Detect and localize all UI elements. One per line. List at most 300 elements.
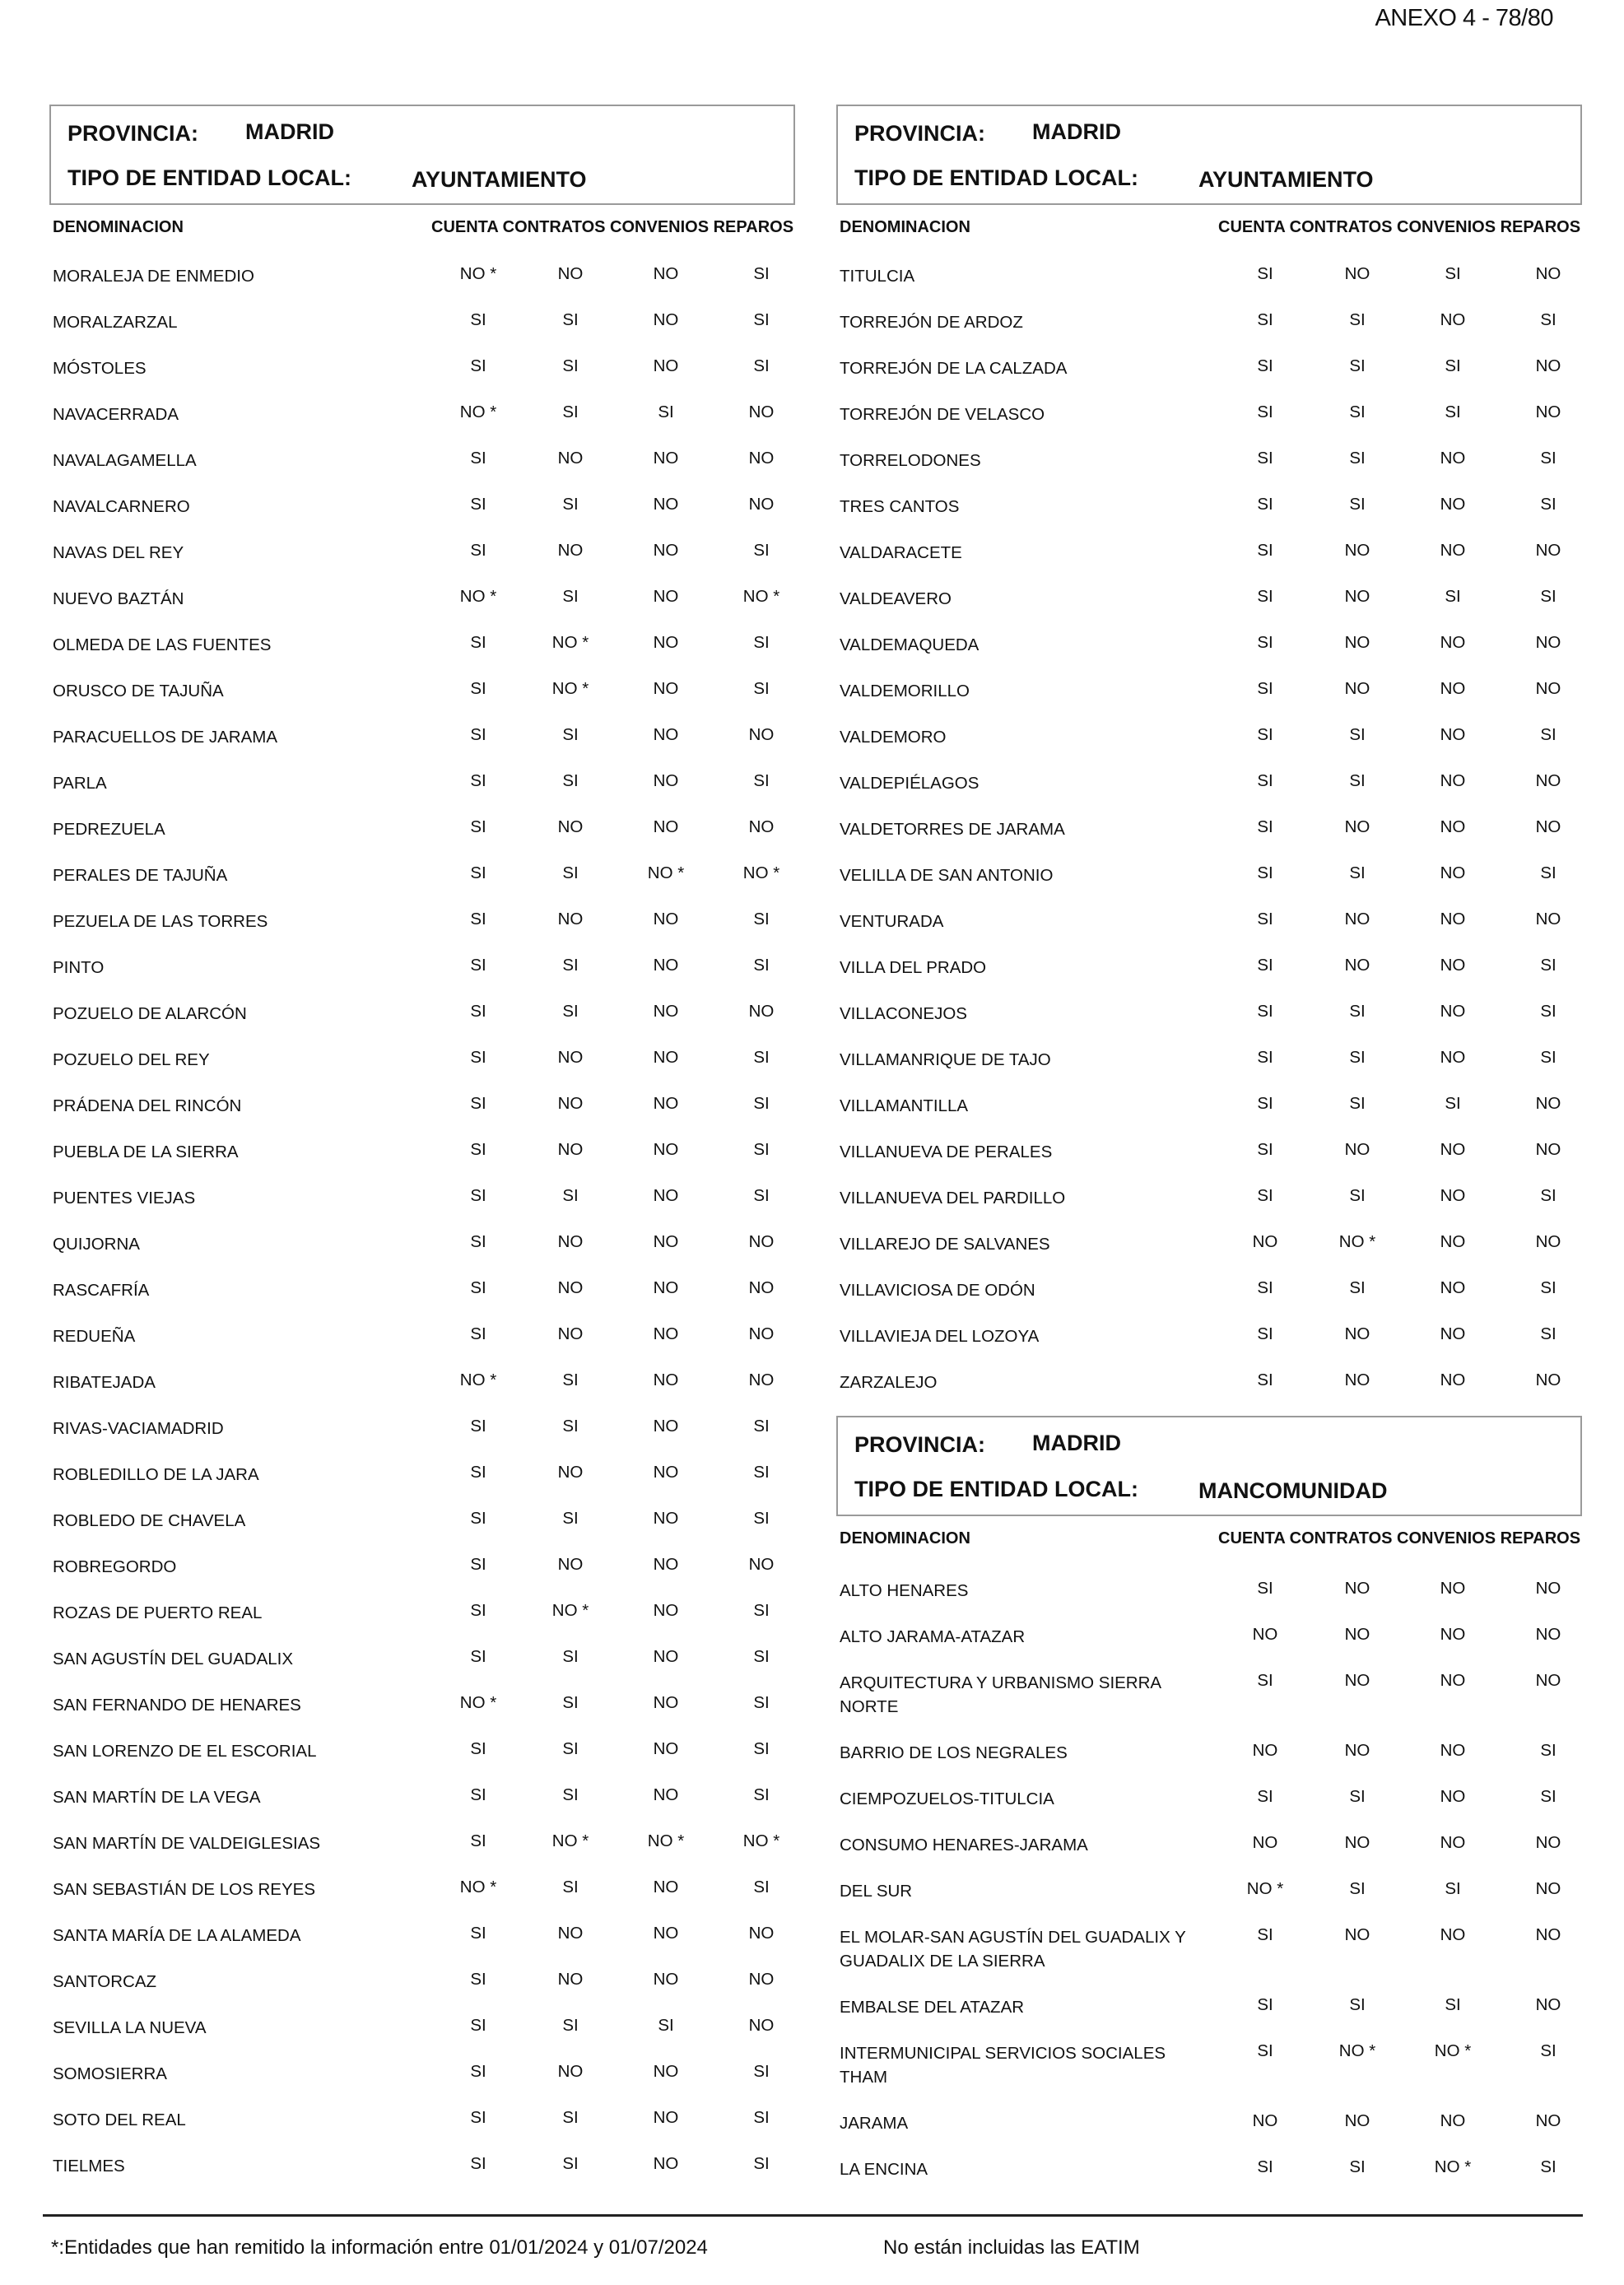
cuenta-cell: SI — [470, 817, 486, 836]
convenios-cell: NO — [1440, 1625, 1466, 1644]
contratos-cell: SI — [562, 1878, 579, 1896]
convenios-cell: NO — [653, 1186, 679, 1205]
entity-name: ROBREGORDO — [53, 1557, 177, 1576]
contratos-cell: SI — [562, 495, 579, 514]
entity-name: VALDEMAQUEDA — [840, 635, 980, 654]
cuenta-cell: SI — [1257, 1371, 1273, 1389]
contratos-cell: SI — [562, 956, 579, 975]
table-row — [840, 528, 1582, 575]
convenios-cell: NO — [1440, 863, 1466, 882]
contratos-cell: NO — [557, 264, 584, 283]
convenios-cell: NO — [653, 1048, 679, 1067]
convenios-cell: NO — [653, 495, 679, 514]
reparos-cell: NO — [1535, 679, 1561, 698]
table-row — [53, 897, 795, 943]
table-row — [53, 713, 795, 759]
table-row — [840, 482, 1582, 528]
entity-name: ROBLEDILLO DE LA JARA — [53, 1465, 259, 1484]
convenios-cell: NO — [653, 264, 679, 283]
contratos-cell: SI — [1349, 1048, 1366, 1067]
cuenta-cell: SI — [470, 1094, 486, 1113]
entity-name: PUEBLA DE LA SIERRA — [53, 1142, 239, 1161]
cuenta-cell: SI — [470, 2016, 486, 2035]
convenios-cell: NO — [653, 1371, 679, 1389]
convenios-cell: NO — [653, 633, 679, 652]
footer-divider — [43, 2214, 1583, 2217]
table-row — [840, 989, 1582, 1035]
entity-name: PRÁDENA DEL RINCÓN — [53, 1096, 242, 1115]
reparos-cell: SI — [1540, 863, 1557, 882]
entity-name: ARQUITECTURA Y URBANISMO SIERRA NORTE — [840, 1673, 1161, 1716]
entity-name: PARACUELLOS DE JARAMA — [53, 728, 278, 747]
cuenta-cell: NO — [1252, 1232, 1278, 1251]
contratos-cell: SI — [562, 1739, 579, 1758]
reparos-cell: NO — [748, 449, 775, 468]
entity-name: VILLANUEVA DEL PARDILLO — [840, 1189, 1066, 1208]
table-row — [840, 1128, 1582, 1174]
reparos-cell: NO — [1535, 1140, 1561, 1159]
reparos-cell: SI — [1540, 449, 1557, 468]
convenios-cell: SI — [658, 2016, 674, 2035]
reparos-cell: NO — [1535, 403, 1561, 421]
convenios-cell: NO — [653, 1785, 679, 1804]
cuenta-cell: SI — [1257, 264, 1273, 283]
cuenta-cell: SI — [1257, 1140, 1273, 1159]
entity-name: VALDEAVERO — [840, 589, 952, 608]
provincia-value: MADRID — [1032, 1431, 1121, 1455]
reparos-cell: NO — [1535, 817, 1561, 836]
footer-note: *:Entidades que han remitido la información entre 01/01/2024 y 01/07/2024 — [51, 2236, 708, 2259]
reparos-cell: NO — [748, 2016, 775, 2035]
reparos-cell: NO — [1535, 1094, 1561, 1113]
entity-name: SAN SEBASTIÁN DE LOS REYES — [53, 1880, 315, 1899]
reparos-cell: NO — [1535, 541, 1561, 560]
entity-name: TORREJÓN DE VELASCO — [840, 405, 1045, 424]
table-row — [53, 298, 795, 344]
reparos-cell: NO — [748, 1924, 775, 1943]
contratos-cell: SI — [562, 1693, 579, 1712]
contratos-cell: NO — [1344, 1625, 1370, 1644]
contratos-cell: SI — [1349, 1787, 1366, 1806]
cuenta-cell: NO * — [459, 264, 497, 283]
cuenta-cell: SI — [1257, 1995, 1273, 2014]
contratos-cell: NO — [1344, 1671, 1370, 1690]
table-row — [53, 1911, 795, 1957]
convenios-cell: NO — [653, 956, 679, 975]
entity-name: RIVAS-VACIAMADRID — [53, 1419, 224, 1438]
entity-name: VILLAVICIOSA DE ODÓN — [840, 1281, 1035, 1300]
reparos-cell: NO — [748, 1002, 775, 1021]
entity-name: QUIJORNA — [53, 1235, 140, 1254]
reparos-cell: SI — [753, 264, 770, 283]
table-row — [53, 943, 795, 989]
cuenta-cell: SI — [470, 1970, 486, 1989]
contratos-cell: SI — [562, 2154, 579, 2173]
entity-name: PEDREZUELA — [53, 820, 165, 839]
table-row — [840, 252, 1582, 298]
contratos-cell: NO — [1344, 1324, 1370, 1343]
convenios-cell: NO * — [1434, 2041, 1472, 2060]
entity-name: ALTO HENARES — [840, 1581, 969, 1600]
reparos-cell: SI — [753, 1509, 770, 1528]
convenios-cell: NO — [653, 1232, 679, 1251]
entity-name: NAVALCARNERO — [53, 497, 190, 516]
reparos-cell: SI — [1540, 587, 1557, 606]
convenios-cell: NO — [653, 1463, 679, 1482]
reparos-cell: SI — [753, 1186, 770, 1205]
table-row — [53, 1773, 795, 1819]
table-row — [53, 759, 795, 805]
entity-name: ALTO JARAMA-ATAZAR — [840, 1627, 1026, 1646]
contratos-cell: NO — [557, 817, 584, 836]
table-row — [53, 2142, 795, 2188]
convenios-cell: NO — [1440, 1186, 1466, 1205]
table-row — [53, 1266, 795, 1312]
convenios-cell: NO — [653, 725, 679, 744]
columns-header: CUENTA CONTRATOS CONVENIOS REPAROS — [1218, 217, 1581, 236]
entity-name: CIEMPOZUELOS-TITULCIA — [840, 1789, 1054, 1808]
entity-name: SAN AGUSTÍN DEL GUADALIX — [53, 1650, 294, 1668]
contratos-cell: SI — [562, 1186, 579, 1205]
contratos-cell: NO — [557, 1924, 584, 1943]
reparos-cell: SI — [1540, 1002, 1557, 1021]
convenios-cell: NO * — [1434, 2157, 1472, 2176]
entity-header-box — [836, 1416, 1582, 1516]
contratos-cell: NO — [1344, 633, 1370, 652]
reparos-cell: NO — [1535, 771, 1561, 790]
table-row — [53, 1082, 795, 1128]
tipo-value: AYUNTAMIENTO — [1198, 167, 1374, 192]
contratos-cell: SI — [1349, 725, 1366, 744]
entity-name: VELILLA DE SAN ANTONIO — [840, 866, 1054, 885]
cuenta-cell: SI — [1257, 2041, 1273, 2060]
denominacion-header: DENOMINACION — [840, 1529, 970, 1547]
contratos-cell: SI — [1349, 1094, 1366, 1113]
cuenta-cell: SI — [470, 725, 486, 744]
entity-name: PEZUELA DE LAS TORRES — [53, 912, 268, 931]
entity-name: VALDETORRES DE JARAMA — [840, 820, 1065, 839]
convenios-cell: NO — [1440, 1371, 1466, 1389]
convenios-cell: NO — [1440, 541, 1466, 560]
entity-name: VILLAMANRIQUE DE TAJO — [840, 1050, 1051, 1069]
convenios-cell: NO — [653, 817, 679, 836]
table-row — [840, 1821, 1582, 1867]
reparos-cell: SI — [1540, 1186, 1557, 1205]
entity-name: BARRIO DE LOS NEGRALES — [840, 1743, 1068, 1762]
table-row — [840, 1983, 1582, 2029]
convenios-cell: NO — [653, 356, 679, 375]
reparos-cell: NO — [1535, 1371, 1561, 1389]
convenios-cell: NO — [1440, 1741, 1466, 1760]
table-header — [840, 215, 1582, 240]
table-row — [53, 1035, 795, 1082]
contratos-cell: SI — [562, 1509, 579, 1528]
reparos-cell: SI — [1540, 1048, 1557, 1067]
table-row — [840, 1775, 1582, 1821]
cuenta-cell: SI — [1257, 356, 1273, 375]
table-row — [840, 1082, 1582, 1128]
table-row — [840, 1220, 1582, 1266]
contratos-cell: SI — [1349, 495, 1366, 514]
contratos-cell: SI — [1349, 1002, 1366, 1021]
reparos-cell: SI — [753, 1739, 770, 1758]
provincia-label: PROVINCIA: — [854, 121, 986, 146]
reparos-cell: NO — [1535, 264, 1561, 283]
convenios-cell: NO — [1440, 1671, 1466, 1690]
entity-name: TITULCIA — [840, 267, 915, 286]
reparos-cell: NO — [748, 495, 775, 514]
cuenta-cell: SI — [1257, 725, 1273, 744]
page-number: ANEXO 4 - 78/80 — [1375, 5, 1553, 31]
convenios-cell: SI — [1445, 403, 1461, 421]
entity-name: TORREJÓN DE LA CALZADA — [840, 359, 1068, 378]
convenios-cell: SI — [1445, 264, 1461, 283]
contratos-cell: SI — [1349, 356, 1366, 375]
table-row — [840, 943, 1582, 989]
convenios-cell: NO * — [647, 863, 685, 882]
table-row — [53, 2050, 795, 2096]
contratos-cell: NO — [1344, 1140, 1370, 1159]
convenios-cell: NO — [653, 910, 679, 928]
cuenta-cell: SI — [1257, 1002, 1273, 1021]
provincia-value: MADRID — [245, 119, 334, 144]
cuenta-cell: SI — [470, 633, 486, 652]
contratos-cell: NO — [557, 910, 584, 928]
entity-name: INTERMUNICIPAL SERVICIOS SOCIALES THAM — [840, 2044, 1166, 2087]
table-row — [53, 1635, 795, 1681]
convenios-cell: NO * — [647, 1831, 685, 1850]
entity-name: SAN MARTÍN DE LA VEGA — [53, 1788, 261, 1807]
entity-name: TIELMES — [53, 2157, 125, 2176]
table-row — [53, 805, 795, 851]
cuenta-cell: SI — [470, 679, 486, 698]
contratos-cell: SI — [562, 1371, 579, 1389]
reparos-cell: SI — [753, 1048, 770, 1067]
reparos-cell: SI — [753, 310, 770, 329]
entity-name: JARAMA — [840, 2114, 909, 2133]
convenios-cell: NO — [653, 771, 679, 790]
entity-name: VALDEPIÉLAGOS — [840, 774, 980, 793]
table-row — [53, 575, 795, 621]
table-row — [53, 1174, 795, 1220]
reparos-cell: SI — [753, 356, 770, 375]
convenios-cell: SI — [1445, 356, 1461, 375]
convenios-cell: SI — [1445, 1094, 1461, 1113]
contratos-cell: SI — [1349, 1186, 1366, 1205]
convenios-cell: NO — [653, 1970, 679, 1989]
entity-header-box — [49, 105, 795, 205]
table-row — [840, 298, 1582, 344]
entity-name: SAN FERNANDO DE HENARES — [53, 1696, 301, 1715]
cuenta-cell: SI — [470, 2154, 486, 2173]
contratos-cell: NO — [557, 1140, 584, 1159]
cuenta-cell: SI — [470, 541, 486, 560]
tipo-label: TIPO DE ENTIDAD LOCAL: — [854, 1477, 1138, 1501]
table-row — [53, 1957, 795, 2003]
cuenta-cell: SI — [470, 1785, 486, 1804]
convenios-cell: NO — [1440, 1833, 1466, 1852]
convenios-cell: NO — [1440, 1140, 1466, 1159]
cuenta-cell: SI — [470, 1232, 486, 1251]
cuenta-cell: SI — [1257, 863, 1273, 882]
contratos-cell: NO * — [1338, 2041, 1376, 2060]
contratos-cell: NO — [1344, 956, 1370, 975]
convenios-cell: NO — [1440, 1579, 1466, 1598]
reparos-cell: SI — [1540, 1278, 1557, 1297]
reparos-cell: NO — [1535, 1879, 1561, 1898]
convenios-cell: NO — [653, 1324, 679, 1343]
table-header — [840, 1526, 1582, 1551]
convenios-cell: NO — [653, 1002, 679, 1021]
table-row — [840, 1729, 1582, 1775]
convenios-cell: NO — [653, 1739, 679, 1758]
reparos-cell: SI — [1540, 956, 1557, 975]
reparos-cell: NO — [1535, 1625, 1561, 1644]
cuenta-cell: SI — [470, 1324, 486, 1343]
reparos-cell: NO — [1535, 1925, 1561, 1944]
entity-header-box — [836, 105, 1582, 205]
entity-name: VILLAVIEJA DEL LOZOYA — [840, 1327, 1040, 1346]
convenios-cell: NO — [1440, 1787, 1466, 1806]
entity-name: SANTORCAZ — [53, 1972, 157, 1991]
reparos-cell: SI — [753, 2062, 770, 2081]
convenios-cell: SI — [1445, 1995, 1461, 2014]
table-row — [840, 1174, 1582, 1220]
contratos-cell: NO — [557, 1094, 584, 1113]
cuenta-cell: SI — [1257, 679, 1273, 698]
contratos-cell: SI — [1349, 2157, 1366, 2176]
reparos-cell: NO — [1535, 633, 1561, 652]
cuenta-cell: SI — [470, 1739, 486, 1758]
contratos-cell: NO — [1344, 1579, 1370, 1598]
cuenta-cell: NO * — [459, 403, 497, 421]
convenios-cell: NO — [1440, 633, 1466, 652]
contratos-cell: NO — [557, 1278, 584, 1297]
contratos-cell: SI — [562, 310, 579, 329]
reparos-cell: SI — [753, 2108, 770, 2127]
table-row — [840, 344, 1582, 390]
cuenta-cell: NO — [1252, 2111, 1278, 2130]
entity-name: SANTA MARÍA DE LA ALAMEDA — [53, 1926, 301, 1945]
cuenta-cell: SI — [470, 1463, 486, 1482]
cuenta-cell: SI — [470, 2108, 486, 2127]
table-row — [840, 713, 1582, 759]
entity-name: SAN LORENZO DE EL ESCORIAL — [53, 1742, 317, 1761]
table-row — [840, 759, 1582, 805]
convenios-cell: NO — [1440, 449, 1466, 468]
contratos-cell: NO — [557, 1970, 584, 1989]
cuenta-cell: SI — [1257, 495, 1273, 514]
convenios-cell: NO — [1440, 910, 1466, 928]
table-row — [840, 621, 1582, 667]
convenios-cell: SI — [1445, 1879, 1461, 1898]
contratos-cell: SI — [1349, 1879, 1366, 1898]
reparos-cell: SI — [753, 633, 770, 652]
convenios-cell: NO — [1440, 725, 1466, 744]
table-row — [53, 621, 795, 667]
reparos-cell: NO — [1535, 1671, 1561, 1690]
table-row — [840, 897, 1582, 943]
contratos-cell: SI — [1349, 310, 1366, 329]
reparos-cell: NO — [1535, 356, 1561, 375]
tipo-value: AYUNTAMIENTO — [412, 167, 587, 192]
contratos-cell: NO — [557, 1463, 584, 1482]
contratos-cell: NO — [557, 541, 584, 560]
entity-name: RASCAFRÍA — [53, 1281, 150, 1300]
entity-name: NAVALAGAMELLA — [53, 451, 197, 470]
reparos-cell: NO — [1535, 1995, 1561, 2014]
convenios-cell: SI — [1445, 587, 1461, 606]
entity-name: PERALES DE TAJUÑA — [53, 866, 228, 885]
provincia-value: MADRID — [1032, 119, 1121, 144]
convenios-cell: NO — [653, 541, 679, 560]
table-row — [53, 482, 795, 528]
table-row — [840, 1266, 1582, 1312]
contratos-cell: NO — [557, 1324, 584, 1343]
cuenta-cell: NO — [1252, 1741, 1278, 1760]
entity-name: MORALZARZAL — [53, 313, 178, 332]
convenios-cell: NO — [653, 1601, 679, 1620]
cuenta-cell: SI — [470, 771, 486, 790]
entity-name: PUENTES VIEJAS — [53, 1189, 196, 1208]
reparos-cell: SI — [753, 1417, 770, 1436]
contratos-cell: NO * — [551, 1831, 589, 1850]
entity-name: PARLA — [53, 774, 107, 793]
convenios-cell: NO — [1440, 1278, 1466, 1297]
table-row — [53, 252, 795, 298]
entity-name: DEL SUR — [840, 1882, 913, 1901]
reparos-cell: NO * — [742, 1831, 780, 1850]
reparos-cell: SI — [753, 541, 770, 560]
entity-name: POZUELO DE ALARCÓN — [53, 1004, 247, 1023]
entity-name: ORUSCO DE TAJUÑA — [53, 682, 224, 700]
cuenta-cell: SI — [470, 1140, 486, 1159]
table-row — [53, 851, 795, 897]
contratos-cell: NO — [557, 1555, 584, 1574]
reparos-cell: SI — [1540, 2157, 1557, 2176]
reparos-cell: SI — [753, 910, 770, 928]
entity-name: TORRELODONES — [840, 451, 981, 470]
contratos-cell: SI — [562, 2016, 579, 2035]
table-row — [53, 2003, 795, 2050]
convenios-cell: NO — [653, 1140, 679, 1159]
entity-name: PINTO — [53, 958, 105, 977]
contratos-cell: SI — [1349, 403, 1366, 421]
entity-name: VALDEMORO — [840, 728, 947, 747]
entity-name: POZUELO DEL REY — [53, 1050, 210, 1069]
contratos-cell: SI — [562, 1417, 579, 1436]
convenios-cell: NO — [1440, 310, 1466, 329]
convenios-cell: NO — [653, 310, 679, 329]
reparos-cell: SI — [1540, 1324, 1557, 1343]
cuenta-cell: SI — [1257, 1048, 1273, 1067]
contratos-cell: SI — [1349, 449, 1366, 468]
cuenta-cell: NO * — [1246, 1879, 1284, 1898]
contratos-cell: SI — [1349, 771, 1366, 790]
table-row — [53, 1220, 795, 1266]
entity-name: NAVAS DEL REY — [53, 543, 184, 562]
cuenta-cell: SI — [470, 1647, 486, 1666]
denominacion-header: DENOMINACION — [840, 217, 970, 236]
entity-name: TORREJÓN DE ARDOZ — [840, 313, 1023, 332]
denominacion-header: DENOMINACION — [53, 217, 184, 236]
cuenta-cell: SI — [470, 956, 486, 975]
convenios-cell: NO — [1440, 771, 1466, 790]
reparos-cell: SI — [753, 2154, 770, 2173]
reparos-cell: SI — [753, 1094, 770, 1113]
entity-name: SOTO DEL REAL — [53, 2110, 186, 2129]
provincia-label: PROVINCIA: — [854, 1432, 986, 1457]
